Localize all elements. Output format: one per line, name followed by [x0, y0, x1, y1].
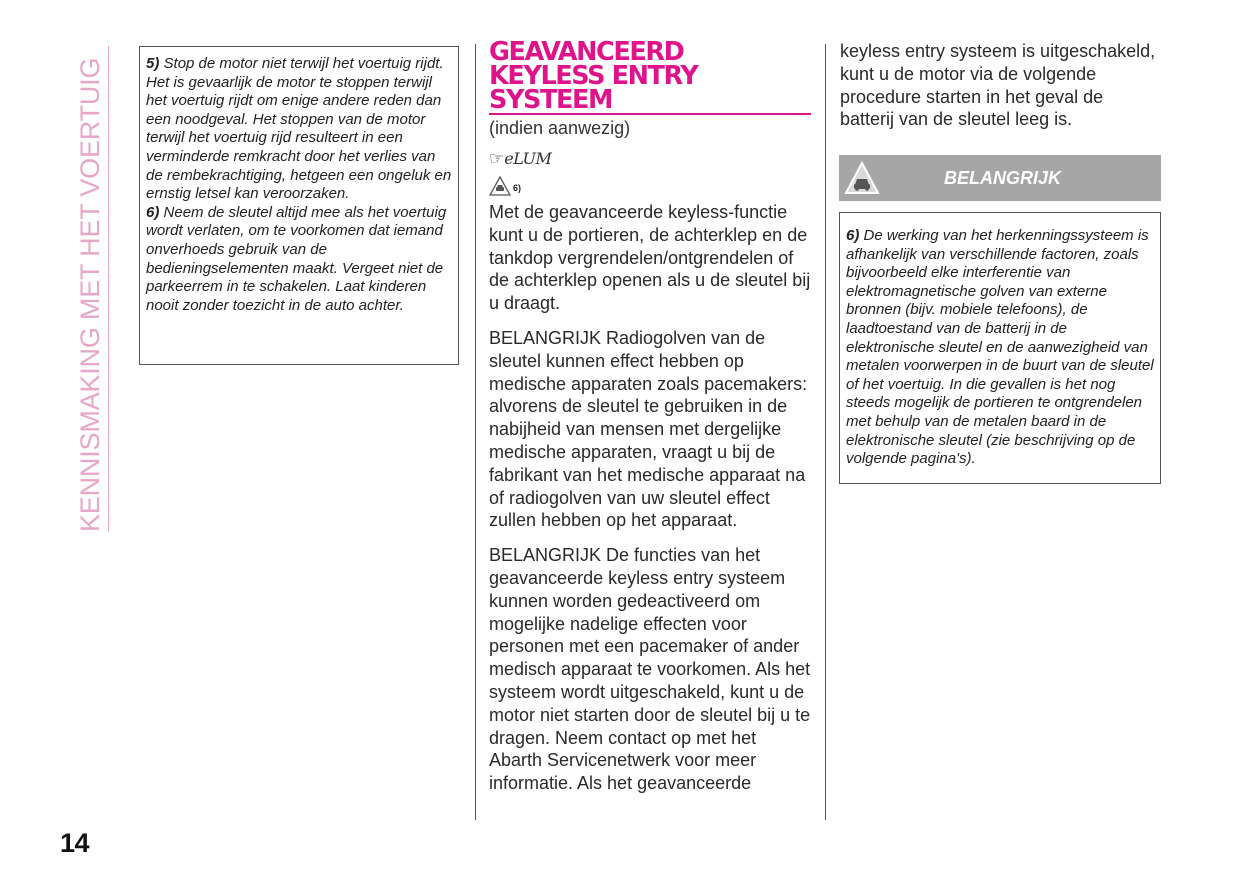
warning-notes-box [139, 46, 459, 365]
warning-text: Neem de sleutel altijd mee als het voertuig wordt verlaten, om te voorkomen dat iemand onverhoeds gebruik van de bedieningselementen maakt. Vergeet niet de parkeerrem in te schakelen. Laat kinderen nooit zonder toezicht in de auto achter. [146, 203, 447, 314]
important-note-box [839, 212, 1161, 484]
equipment-code: eLUM [504, 149, 552, 168]
body-paragraph: BELANGRIJK Radiogolven van de sleutel kunnen effect hebben op medische apparaten zoals pacemakers: alvorens de sleutel te gebruiken in de nabijheid van mensen met dergelijke medische apparaten, vraagt u bij de fabrikant van het medische apparaat na of radiogolven van uw sleutel effect zullen hebben op het apparaat. [489, 327, 808, 531]
warning-note [146, 55, 454, 204]
body-paragraph: BELANGRIJK De functies van het geavanceerde keyless entry systeem kunnen worden gedeactiveerd om mogelijke nadelige effecten voor personen met een pacemaker of ander medisch apparaat te voorkomen. Als het systeem wordt uitgeschakeld, kunt u de motor niet starten door de sleutel bij u te dragen. Neem contact op met het Abarth Servicenetwerk voor meer informatie. Als het geavanceerde [489, 545, 811, 794]
note-number: 6) [846, 227, 860, 244]
side-divider [108, 46, 109, 532]
right-column [840, 40, 1162, 143]
important-note [846, 227, 1156, 469]
main-column [489, 37, 811, 807]
note-text: De werking van het herkenningssysteem is afhankelijk van verschillende factoren, zoals bijvoorbeeld elke interferentie van elektromagnetische golven van externe bronnen (bijv. mobiele telefoons), de laadtoestand van de batterij in de elektronische sleutel en de aanwezigheid van metalen voorwerpen in de buurt van de sleutel of het voertuig. In die gevallen is het nog steeds mogelijk de portieren te ontgrendelen met behulp van de metalen baard in de elektronische sleutel (zie beschrijving op de volgende pagina's). [846, 227, 1154, 468]
warning-number: 6) [146, 203, 160, 221]
warning-car-icon [842, 158, 882, 198]
important-band [839, 155, 1161, 201]
warning-reference [489, 175, 811, 197]
heading-line: GEAVANCEERD [489, 37, 684, 67]
column-divider [825, 44, 826, 820]
warning-number: 5) [146, 55, 160, 72]
equipment-symbol [489, 149, 811, 169]
continuation-paragraph: keyless entry systeem is uitgeschakeld, kunt u de motor via de volgende procedure starten in het geval de batterij van de sleutel leeg is. [840, 41, 1156, 130]
heading-line: SYSTEEM [489, 85, 613, 115]
body-paragraph: Met de geavanceerde keyless-functie kunt u de portieren, de achterklep en de tankdop vergrendelen/ontgrendelen of de achterklep openen als u de sleutel bij u draagt. [489, 202, 811, 314]
heading-line: KEYLESS ENTRY [489, 61, 698, 91]
side-section-title: KENNISMAKING MET HET VOERTUIG [75, 57, 105, 532]
warning-note [146, 204, 454, 316]
warning-text: Stop de motor niet terwijl het voertuig rijdt. Het is gevaarlijk de motor te stoppen terwijl het voertuig rijdt om enige andere reden dan een noodgeval. Het stoppen van de motor terwijl het voertuig rijd resulteert in een verminderde remkracht door het verlies van de rembekrachtiging, hetgeen een ongeluk en ernstig letsel kan veroorzaken. [146, 55, 452, 203]
column-divider [475, 44, 476, 820]
page-number: 14 [60, 828, 90, 858]
section-heading [489, 37, 811, 115]
section-subtitle: (indien aanwezig) [489, 118, 631, 138]
hand-pointer-icon: ☞ [489, 149, 505, 168]
important-band-title: BELANGRIJK [943, 167, 1061, 188]
warning-car-icon [489, 176, 511, 196]
warning-ref-number: 6) [513, 183, 522, 193]
